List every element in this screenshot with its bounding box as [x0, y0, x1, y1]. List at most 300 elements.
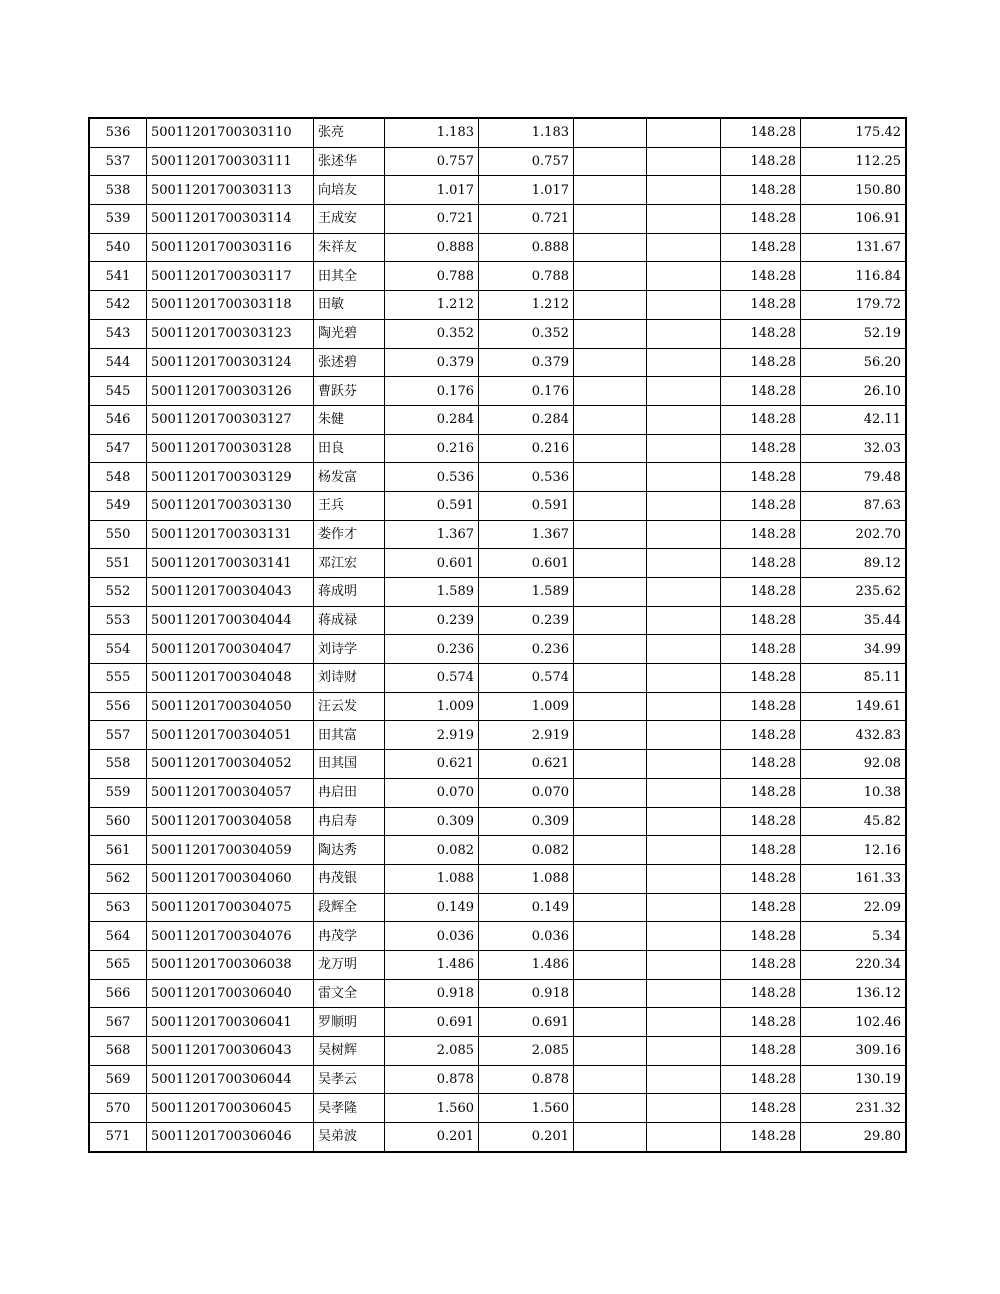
confirmed-area-cell: 0.236 [479, 635, 574, 664]
confirmed-area-cell: 0.201 [479, 1123, 574, 1152]
area-cell: 1.017 [385, 176, 479, 205]
area-cell: 0.176 [385, 377, 479, 406]
code-cell: 50011201700303123 [147, 319, 314, 348]
unit-price-cell: 148.28 [721, 750, 801, 779]
empty-cell [647, 348, 721, 377]
empty-cell [647, 491, 721, 520]
table-row [89, 1065, 906, 1094]
row-number-cell: 549 [89, 491, 147, 520]
table-row [89, 1008, 906, 1037]
empty-cell [574, 319, 647, 348]
row-number-cell: 541 [89, 262, 147, 291]
unit-price-cell: 148.28 [721, 1065, 801, 1094]
table-row [89, 979, 906, 1008]
table-row [89, 463, 906, 492]
code-cell: 50011201700304044 [147, 606, 314, 635]
confirmed-area-cell: 0.918 [479, 979, 574, 1008]
empty-cell [574, 520, 647, 549]
unit-price-cell: 148.28 [721, 549, 801, 578]
name-cell: 张亮 [314, 118, 385, 147]
name-cell: 蒋成明 [314, 578, 385, 607]
table-row [89, 1037, 906, 1066]
name-cell: 王兵 [314, 491, 385, 520]
table-row [89, 205, 906, 234]
code-cell: 50011201700303127 [147, 405, 314, 434]
amount-cell: 130.19 [801, 1065, 907, 1094]
unit-price-cell: 148.28 [721, 1094, 801, 1123]
table-row [89, 893, 906, 922]
empty-cell [647, 118, 721, 147]
code-cell: 50011201700304075 [147, 893, 314, 922]
name-cell: 刘诗财 [314, 664, 385, 693]
name-cell: 田其富 [314, 721, 385, 750]
empty-cell [574, 147, 647, 176]
code-cell: 50011201700303128 [147, 434, 314, 463]
area-cell: 1.183 [385, 118, 479, 147]
row-number-cell: 570 [89, 1094, 147, 1123]
area-cell: 0.691 [385, 1008, 479, 1037]
table-row [89, 606, 906, 635]
confirmed-area-cell: 1.017 [479, 176, 574, 205]
confirmed-area-cell: 1.486 [479, 950, 574, 979]
empty-cell [647, 922, 721, 951]
confirmed-area-cell: 1.009 [479, 692, 574, 721]
code-cell: 50011201700306046 [147, 1123, 314, 1152]
unit-price-cell: 148.28 [721, 1037, 801, 1066]
empty-cell [574, 1008, 647, 1037]
amount-cell: 235.62 [801, 578, 907, 607]
table-row [89, 922, 906, 951]
area-cell: 0.878 [385, 1065, 479, 1094]
name-cell: 冉茂学 [314, 922, 385, 951]
amount-cell: 10.38 [801, 778, 907, 807]
code-cell: 50011201700304050 [147, 692, 314, 721]
area-cell: 1.486 [385, 950, 479, 979]
unit-price-cell: 148.28 [721, 233, 801, 262]
name-cell: 杨发富 [314, 463, 385, 492]
area-cell: 1.009 [385, 692, 479, 721]
row-number-cell: 550 [89, 520, 147, 549]
unit-price-cell: 148.28 [721, 807, 801, 836]
name-cell: 段辉全 [314, 893, 385, 922]
empty-cell [574, 491, 647, 520]
name-cell: 冉茂银 [314, 864, 385, 893]
unit-price-cell: 148.28 [721, 1008, 801, 1037]
name-cell: 朱祥友 [314, 233, 385, 262]
code-cell: 50011201700304048 [147, 664, 314, 693]
unit-price-cell: 148.28 [721, 664, 801, 693]
name-cell: 雷文全 [314, 979, 385, 1008]
confirmed-area-cell: 0.379 [479, 348, 574, 377]
empty-cell [574, 434, 647, 463]
empty-cell [647, 578, 721, 607]
empty-cell [574, 291, 647, 320]
empty-cell [574, 950, 647, 979]
empty-cell [647, 1123, 721, 1152]
empty-cell [574, 692, 647, 721]
area-cell: 1.088 [385, 864, 479, 893]
confirmed-area-cell: 0.721 [479, 205, 574, 234]
unit-price-cell: 148.28 [721, 721, 801, 750]
table-row [89, 291, 906, 320]
unit-price-cell: 148.28 [721, 463, 801, 492]
code-cell: 50011201700306038 [147, 950, 314, 979]
code-cell: 50011201700303116 [147, 233, 314, 262]
row-number-cell: 562 [89, 864, 147, 893]
area-cell: 0.149 [385, 893, 479, 922]
code-cell: 50011201700303141 [147, 549, 314, 578]
code-cell: 50011201700303130 [147, 491, 314, 520]
empty-cell [647, 778, 721, 807]
table-row [89, 1123, 906, 1152]
empty-cell [574, 549, 647, 578]
amount-cell: 106.91 [801, 205, 907, 234]
amount-cell: 87.63 [801, 491, 907, 520]
unit-price-cell: 148.28 [721, 176, 801, 205]
area-cell: 0.070 [385, 778, 479, 807]
table-row [89, 864, 906, 893]
name-cell: 吴孝云 [314, 1065, 385, 1094]
empty-cell [647, 635, 721, 664]
row-number-cell: 542 [89, 291, 147, 320]
confirmed-area-cell: 0.878 [479, 1065, 574, 1094]
empty-cell [647, 405, 721, 434]
area-cell: 0.721 [385, 205, 479, 234]
amount-cell: 202.70 [801, 520, 907, 549]
name-cell: 刘诗学 [314, 635, 385, 664]
empty-cell [647, 434, 721, 463]
empty-cell [574, 578, 647, 607]
empty-cell [574, 979, 647, 1008]
unit-price-cell: 148.28 [721, 692, 801, 721]
empty-cell [574, 721, 647, 750]
name-cell: 田其全 [314, 262, 385, 291]
code-cell: 50011201700306043 [147, 1037, 314, 1066]
row-number-cell: 552 [89, 578, 147, 607]
empty-cell [574, 463, 647, 492]
empty-cell [574, 807, 647, 836]
code-cell: 50011201700304051 [147, 721, 314, 750]
name-cell: 蒋成禄 [314, 606, 385, 635]
confirmed-area-cell: 0.149 [479, 893, 574, 922]
row-number-cell: 569 [89, 1065, 147, 1094]
empty-cell [647, 979, 721, 1008]
empty-cell [574, 262, 647, 291]
amount-cell: 35.44 [801, 606, 907, 635]
empty-cell [647, 1037, 721, 1066]
area-cell: 0.591 [385, 491, 479, 520]
table-row [89, 434, 906, 463]
name-cell: 罗顺明 [314, 1008, 385, 1037]
empty-cell [574, 118, 647, 147]
table-row [89, 692, 906, 721]
row-number-cell: 540 [89, 233, 147, 262]
unit-price-cell: 148.28 [721, 520, 801, 549]
row-number-cell: 560 [89, 807, 147, 836]
confirmed-area-cell: 0.284 [479, 405, 574, 434]
confirmed-area-cell: 1.589 [479, 578, 574, 607]
name-cell: 吴孝隆 [314, 1094, 385, 1123]
table-body [89, 118, 906, 1152]
confirmed-area-cell: 0.070 [479, 778, 574, 807]
confirmed-area-cell: 0.082 [479, 836, 574, 865]
empty-cell [574, 922, 647, 951]
name-cell: 冉启寿 [314, 807, 385, 836]
row-number-cell: 565 [89, 950, 147, 979]
area-cell: 1.367 [385, 520, 479, 549]
table-row [89, 118, 906, 147]
code-cell: 50011201700304058 [147, 807, 314, 836]
confirmed-area-cell: 0.176 [479, 377, 574, 406]
unit-price-cell: 148.28 [721, 205, 801, 234]
unit-price-cell: 148.28 [721, 979, 801, 1008]
area-cell: 0.601 [385, 549, 479, 578]
code-cell: 50011201700303124 [147, 348, 314, 377]
amount-cell: 79.48 [801, 463, 907, 492]
amount-cell: 52.19 [801, 319, 907, 348]
code-cell: 50011201700303126 [147, 377, 314, 406]
area-cell: 0.536 [385, 463, 479, 492]
row-number-cell: 554 [89, 635, 147, 664]
table-row [89, 807, 906, 836]
table-row [89, 778, 906, 807]
unit-price-cell: 148.28 [721, 922, 801, 951]
area-cell: 0.082 [385, 836, 479, 865]
unit-price-cell: 148.28 [721, 434, 801, 463]
empty-cell [574, 233, 647, 262]
amount-cell: 42.11 [801, 405, 907, 434]
row-number-cell: 566 [89, 979, 147, 1008]
amount-cell: 92.08 [801, 750, 907, 779]
name-cell: 娄作才 [314, 520, 385, 549]
area-cell: 1.212 [385, 291, 479, 320]
empty-cell [574, 1037, 647, 1066]
table-row [89, 176, 906, 205]
unit-price-cell: 148.28 [721, 262, 801, 291]
area-cell: 0.352 [385, 319, 479, 348]
unit-price-cell: 148.28 [721, 377, 801, 406]
unit-price-cell: 148.28 [721, 864, 801, 893]
row-number-cell: 539 [89, 205, 147, 234]
empty-cell [574, 377, 647, 406]
code-cell: 50011201700304043 [147, 578, 314, 607]
code-cell: 50011201700303117 [147, 262, 314, 291]
table-row [89, 721, 906, 750]
unit-price-cell: 148.28 [721, 778, 801, 807]
amount-cell: 179.72 [801, 291, 907, 320]
name-cell: 田敏 [314, 291, 385, 320]
confirmed-area-cell: 2.919 [479, 721, 574, 750]
confirmed-area-cell: 1.183 [479, 118, 574, 147]
code-cell: 50011201700304047 [147, 635, 314, 664]
amount-cell: 150.80 [801, 176, 907, 205]
amount-cell: 29.80 [801, 1123, 907, 1152]
code-cell: 50011201700304059 [147, 836, 314, 865]
amount-cell: 34.99 [801, 635, 907, 664]
amount-cell: 136.12 [801, 979, 907, 1008]
empty-cell [647, 262, 721, 291]
empty-cell [574, 664, 647, 693]
empty-cell [647, 377, 721, 406]
empty-cell [647, 750, 721, 779]
code-cell: 50011201700303131 [147, 520, 314, 549]
table-row [89, 262, 906, 291]
name-cell: 张述碧 [314, 348, 385, 377]
empty-cell [647, 950, 721, 979]
area-cell: 0.621 [385, 750, 479, 779]
code-cell: 50011201700303118 [147, 291, 314, 320]
unit-price-cell: 148.28 [721, 348, 801, 377]
amount-cell: 56.20 [801, 348, 907, 377]
code-cell: 50011201700303114 [147, 205, 314, 234]
row-number-cell: 553 [89, 606, 147, 635]
row-number-cell: 563 [89, 893, 147, 922]
amount-cell: 309.16 [801, 1037, 907, 1066]
code-cell: 50011201700304057 [147, 778, 314, 807]
confirmed-area-cell: 0.691 [479, 1008, 574, 1037]
empty-cell [574, 1094, 647, 1123]
name-cell: 朱健 [314, 405, 385, 434]
row-number-cell: 558 [89, 750, 147, 779]
confirmed-area-cell: 0.239 [479, 606, 574, 635]
table-row [89, 635, 906, 664]
unit-price-cell: 148.28 [721, 893, 801, 922]
code-cell: 50011201700303110 [147, 118, 314, 147]
empty-cell [647, 664, 721, 693]
confirmed-area-cell: 1.088 [479, 864, 574, 893]
empty-cell [647, 1094, 721, 1123]
code-cell: 50011201700306045 [147, 1094, 314, 1123]
empty-cell [647, 291, 721, 320]
name-cell: 田良 [314, 434, 385, 463]
unit-price-cell: 148.28 [721, 635, 801, 664]
table-row [89, 491, 906, 520]
confirmed-area-cell: 0.036 [479, 922, 574, 951]
empty-cell [647, 1008, 721, 1037]
amount-cell: 85.11 [801, 664, 907, 693]
empty-cell [574, 205, 647, 234]
empty-cell [574, 1123, 647, 1152]
amount-cell: 12.16 [801, 836, 907, 865]
unit-price-cell: 148.28 [721, 606, 801, 635]
empty-cell [647, 205, 721, 234]
unit-price-cell: 148.28 [721, 118, 801, 147]
empty-cell [574, 635, 647, 664]
amount-cell: 5.34 [801, 922, 907, 951]
row-number-cell: 556 [89, 692, 147, 721]
name-cell: 向培友 [314, 176, 385, 205]
row-number-cell: 564 [89, 922, 147, 951]
amount-cell: 32.03 [801, 434, 907, 463]
empty-cell [647, 549, 721, 578]
amount-cell: 231.32 [801, 1094, 907, 1123]
unit-price-cell: 148.28 [721, 405, 801, 434]
row-number-cell: 555 [89, 664, 147, 693]
table-row [89, 549, 906, 578]
amount-cell: 131.67 [801, 233, 907, 262]
area-cell: 2.919 [385, 721, 479, 750]
amount-cell: 175.42 [801, 118, 907, 147]
code-cell: 50011201700304076 [147, 922, 314, 951]
amount-cell: 22.09 [801, 893, 907, 922]
amount-cell: 102.46 [801, 1008, 907, 1037]
amount-cell: 89.12 [801, 549, 907, 578]
confirmed-area-cell: 0.788 [479, 262, 574, 291]
empty-cell [574, 348, 647, 377]
row-number-cell: 545 [89, 377, 147, 406]
row-number-cell: 567 [89, 1008, 147, 1037]
area-cell: 1.560 [385, 1094, 479, 1123]
confirmed-area-cell: 1.367 [479, 520, 574, 549]
row-number-cell: 568 [89, 1037, 147, 1066]
name-cell: 吴弟波 [314, 1123, 385, 1152]
amount-cell: 161.33 [801, 864, 907, 893]
confirmed-area-cell: 0.888 [479, 233, 574, 262]
area-cell: 0.379 [385, 348, 479, 377]
row-number-cell: 551 [89, 549, 147, 578]
empty-cell [647, 147, 721, 176]
confirmed-area-cell: 1.212 [479, 291, 574, 320]
code-cell: 50011201700303111 [147, 147, 314, 176]
table-row [89, 520, 906, 549]
row-number-cell: 561 [89, 836, 147, 865]
table-row [89, 348, 906, 377]
empty-cell [647, 864, 721, 893]
empty-cell [574, 750, 647, 779]
code-cell: 50011201700306041 [147, 1008, 314, 1037]
empty-cell [647, 692, 721, 721]
table-row [89, 233, 906, 262]
empty-cell [574, 836, 647, 865]
empty-cell [647, 807, 721, 836]
data-table [88, 117, 907, 1153]
empty-cell [574, 864, 647, 893]
area-cell: 0.309 [385, 807, 479, 836]
table-row [89, 578, 906, 607]
name-cell: 田其国 [314, 750, 385, 779]
area-cell: 1.589 [385, 578, 479, 607]
empty-cell [647, 233, 721, 262]
empty-cell [647, 893, 721, 922]
empty-cell [647, 606, 721, 635]
name-cell: 王成安 [314, 205, 385, 234]
empty-cell [647, 319, 721, 348]
area-cell: 0.036 [385, 922, 479, 951]
area-cell: 0.918 [385, 979, 479, 1008]
table-row [89, 664, 906, 693]
name-cell: 曹跃芬 [314, 377, 385, 406]
area-cell: 0.284 [385, 405, 479, 434]
row-number-cell: 543 [89, 319, 147, 348]
name-cell: 张述华 [314, 147, 385, 176]
table-row [89, 319, 906, 348]
empty-cell [574, 893, 647, 922]
name-cell: 吴树辉 [314, 1037, 385, 1066]
row-number-cell: 537 [89, 147, 147, 176]
table-row [89, 750, 906, 779]
unit-price-cell: 148.28 [721, 491, 801, 520]
name-cell: 陶达秀 [314, 836, 385, 865]
confirmed-area-cell: 0.591 [479, 491, 574, 520]
empty-cell [647, 176, 721, 205]
confirmed-area-cell: 2.085 [479, 1037, 574, 1066]
unit-price-cell: 148.28 [721, 147, 801, 176]
name-cell: 冉启田 [314, 778, 385, 807]
area-cell: 0.216 [385, 434, 479, 463]
row-number-cell: 538 [89, 176, 147, 205]
empty-cell [574, 606, 647, 635]
empty-cell [647, 520, 721, 549]
